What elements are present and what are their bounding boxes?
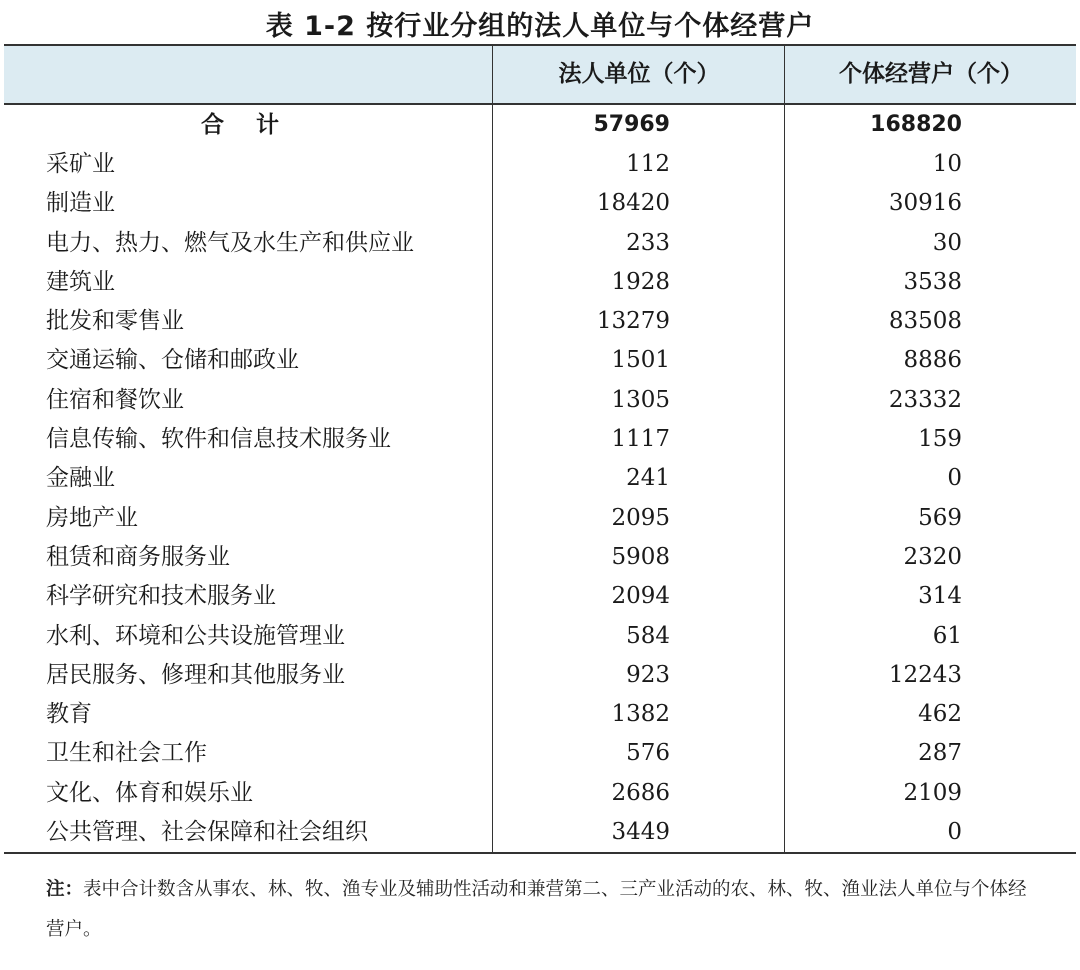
table-row xyxy=(4,617,1076,656)
industry-name: 交通运输、仓储和邮政业 xyxy=(46,347,299,374)
individual-businesses-value: 462 xyxy=(918,701,962,728)
individual-businesses-value: 2320 xyxy=(903,543,962,570)
table-row xyxy=(4,459,1076,498)
table-row xyxy=(4,420,1076,459)
legal-units-value: 584 xyxy=(626,622,670,649)
table-row xyxy=(4,695,1076,734)
data-table xyxy=(4,44,1076,854)
legal-units-value: 3449 xyxy=(611,819,670,846)
industry-name: 房地产业 xyxy=(46,504,138,531)
footnote xyxy=(46,870,1036,950)
individual-businesses-value: 0 xyxy=(947,465,962,492)
individual-businesses-value: 61 xyxy=(932,622,962,649)
industry-name: 制造业 xyxy=(46,190,115,217)
total-individual-businesses: 168820 xyxy=(870,112,962,137)
total-row xyxy=(4,105,1076,145)
table-row xyxy=(4,263,1076,302)
individual-businesses-value: 0 xyxy=(947,819,962,846)
industry-name: 批发和零售业 xyxy=(46,308,184,335)
legal-units-value: 2094 xyxy=(611,583,670,610)
table-row xyxy=(4,774,1076,813)
individual-businesses-value: 159 xyxy=(918,426,962,453)
industry-name: 电力、热力、燃气及水生产和供应业 xyxy=(46,229,414,256)
individual-businesses-value: 3538 xyxy=(903,268,962,295)
table-row xyxy=(4,302,1076,341)
table-row xyxy=(4,813,1076,852)
total-legal-units: 57969 xyxy=(593,112,670,137)
table-row xyxy=(4,734,1076,773)
individual-businesses-value: 30 xyxy=(932,229,962,256)
individual-businesses-value: 287 xyxy=(918,740,962,767)
industry-name: 采矿业 xyxy=(46,151,115,177)
table-row xyxy=(4,184,1076,223)
header-individual-businesses-label: 个体经营户（个） xyxy=(839,61,1023,87)
header-individual-businesses xyxy=(784,46,1077,103)
table-header xyxy=(4,44,1076,105)
table-row xyxy=(4,381,1076,420)
industry-name: 租赁和商务服务业 xyxy=(46,543,230,570)
legal-units-value: 576 xyxy=(626,740,670,767)
individual-businesses-value: 30916 xyxy=(888,190,962,217)
legal-units-value: 1382 xyxy=(611,701,670,728)
legal-units-value: 5908 xyxy=(611,543,670,570)
table-row xyxy=(4,224,1076,263)
industry-name: 科学研究和技术服务业 xyxy=(46,583,276,610)
footnote-text: 表中合计数含从事农、林、牧、渔专业及辅助性活动和兼营第二、三产业活动的农、林、牧、渔业法人单位与个体经营户。 xyxy=(46,879,1027,940)
legal-units-value: 923 xyxy=(626,661,670,688)
individual-businesses-value: 10 xyxy=(932,151,962,177)
footnote-label: 注： xyxy=(46,879,84,900)
table-row xyxy=(4,145,1076,184)
legal-units-value: 2686 xyxy=(611,779,670,806)
individual-businesses-value: 83508 xyxy=(888,308,962,335)
legal-units-value: 18420 xyxy=(596,190,670,217)
industry-name: 金融业 xyxy=(46,465,115,492)
header-legal-units-label: 法人单位（个） xyxy=(558,61,720,87)
industry-name: 居民服务、修理和其他服务业 xyxy=(46,661,345,688)
table-row xyxy=(4,538,1076,577)
table-row xyxy=(4,577,1076,616)
industry-name: 卫生和社会工作 xyxy=(46,740,207,767)
table-row xyxy=(4,499,1076,538)
individual-businesses-value: 23332 xyxy=(888,386,962,413)
legal-units-value: 241 xyxy=(626,465,670,492)
legal-units-value: 1305 xyxy=(611,386,670,413)
individual-businesses-value: 314 xyxy=(918,583,962,610)
total-label: 合计 xyxy=(201,112,311,138)
individual-businesses-value: 569 xyxy=(918,504,962,531)
legal-units-value: 2095 xyxy=(611,504,670,531)
individual-businesses-value: 2109 xyxy=(903,779,962,806)
industry-name: 水利、环境和公共设施管理业 xyxy=(46,622,345,649)
industry-name: 公共管理、社会保障和社会组织 xyxy=(46,819,368,846)
industry-name: 教育 xyxy=(46,701,92,728)
individual-businesses-value: 8886 xyxy=(903,347,962,374)
industry-name: 建筑业 xyxy=(46,268,115,295)
legal-units-value: 1501 xyxy=(611,347,670,374)
industry-name: 信息传输、软件和信息技术服务业 xyxy=(46,426,391,453)
legal-units-value: 233 xyxy=(626,229,670,256)
industry-name: 住宿和餐饮业 xyxy=(46,386,184,413)
legal-units-value: 1928 xyxy=(611,268,670,295)
header-legal-units xyxy=(492,46,785,103)
legal-units-value: 112 xyxy=(626,151,670,177)
table-row xyxy=(4,656,1076,695)
table-body xyxy=(4,105,1076,854)
legal-units-value: 1117 xyxy=(611,426,670,453)
individual-businesses-value: 12243 xyxy=(888,661,962,688)
table-title: 表 1-2 按行业分组的法人单位与个体经营户 xyxy=(265,11,815,42)
industry-name: 文化、体育和娱乐业 xyxy=(46,779,253,806)
legal-units-value: 13279 xyxy=(596,308,670,335)
table-row xyxy=(4,341,1076,380)
